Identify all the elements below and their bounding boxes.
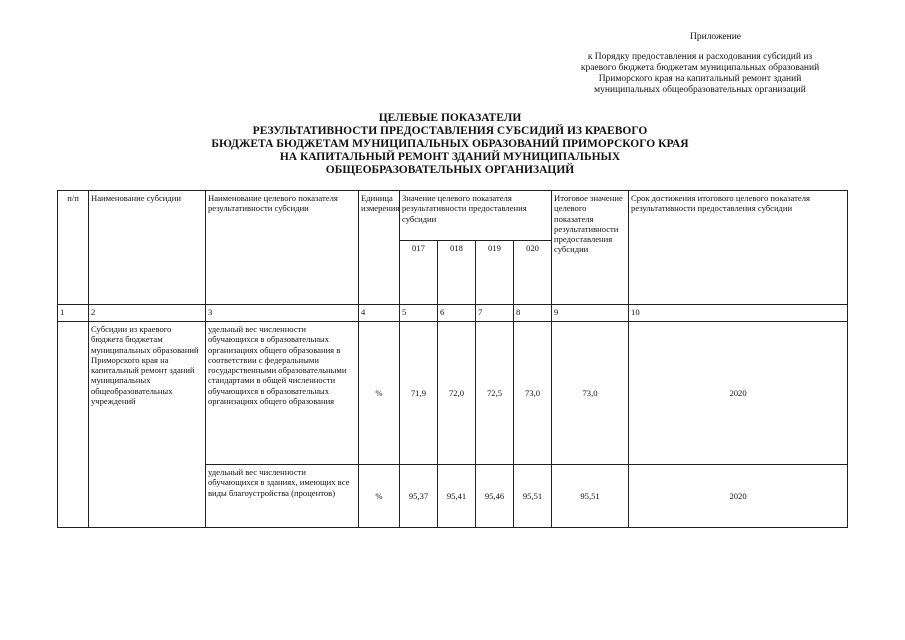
header-year: 017 [400, 241, 438, 305]
value-cell: 72,0 [438, 322, 476, 465]
col-number: 5 [400, 305, 438, 322]
indicators-table [57, 190, 848, 528]
order-line: к Порядку предоставления и расходования субсидий из [587, 52, 813, 62]
value-cell: 95,41 [438, 465, 476, 528]
col-number: 1 [58, 305, 89, 322]
col-number: 4 [359, 305, 400, 322]
title-line: НА КАПИТАЛЬНЫЙ РЕМОНТ ЗДАНИЙ МУНИЦИПАЛЬНЫХ [279, 151, 621, 163]
header-indicator: Наименование целевого показателя результативности субсидии [206, 191, 359, 305]
header-final: Итоговое значение целевого показателя результативности предоставления субсидии [552, 191, 629, 305]
col-number: 3 [206, 305, 359, 322]
indicator-cell: удельный вес численности обучающихся в образовательных организациях общего образования в соответствии с федеральными государственными образовательными стандартами в общей численности обучающихся в образовательных организациях общего образования [206, 322, 359, 465]
title-line: ОБЩЕОБРАЗОВАТЕЛЬНЫХ ОРГАНИЗАЦИЙ [325, 164, 575, 176]
col-number: 6 [438, 305, 476, 322]
final-value-cell: 73,0 [552, 322, 629, 465]
value-cell: 95,37 [400, 465, 438, 528]
unit-cell: % [359, 322, 400, 465]
document-title [150, 112, 750, 177]
appendix-label: Приложение [690, 32, 741, 42]
col-number: 7 [476, 305, 514, 322]
indicator-cell: удельный вес численности обучающихся в зданиях, имеющих все виды благоустройства (процентов) [206, 465, 359, 528]
value-cell: 71,9 [400, 322, 438, 465]
header-year: 018 [438, 241, 476, 305]
row-num-cell [58, 322, 89, 528]
header-deadline: Срок достижения итогового целевого показателя результативности предоставления субсидии [629, 191, 848, 305]
title-line: ЦЕЛЕВЫЕ ПОКАЗАТЕЛИ [378, 112, 522, 124]
column-number-row [58, 305, 848, 322]
title-line: БЮДЖЕТА БЮДЖЕТАМ МУНИЦИПАЛЬНЫХ ОБРАЗОВАНИЙ ПРИМОРСКОГО КРАЯ [211, 138, 689, 150]
header-values-group: Значение целевого показателя результативности предоставления субсидии [400, 191, 552, 241]
value-cell: 73,0 [514, 322, 552, 465]
order-reference [555, 52, 845, 96]
col-number: 8 [514, 305, 552, 322]
header-year: 020 [514, 241, 552, 305]
table-row [58, 322, 848, 465]
deadline-cell: 2020 [629, 322, 848, 465]
col-number: 9 [552, 305, 629, 322]
header-row [58, 191, 848, 241]
value-cell: 72,5 [476, 322, 514, 465]
value-cell: 95,46 [476, 465, 514, 528]
header-year: 019 [476, 241, 514, 305]
order-line: Приморского края на капитальный ремонт зданий [598, 74, 802, 84]
title-line: РЕЗУЛЬТАТИВНОСТИ ПРЕДОСТАВЛЕНИЯ СУБСИДИЙ ИЗ КРАЕВОГО [252, 125, 648, 137]
unit-cell: % [359, 465, 400, 528]
deadline-cell: 2020 [629, 465, 848, 528]
final-value-cell: 95,51 [552, 465, 629, 528]
col-number: 10 [629, 305, 848, 322]
header-num: п/п [58, 191, 89, 305]
subsidy-name-cell: Субсидии из краевого бюджета бюджетам муниципальных образований Приморского края на капитальный ремонт зданий муниципальных общеобразовательных учреждений [89, 322, 206, 528]
value-cell: 95,51 [514, 465, 552, 528]
order-line: муниципальных общеобразовательных организаций [594, 85, 806, 95]
header-unit: Единица измерения [359, 191, 400, 305]
col-number: 2 [89, 305, 206, 322]
order-line: краевого бюджета бюджетам муниципальных образований [580, 63, 820, 73]
header-subsidy: Наименование субсидии [89, 191, 206, 305]
